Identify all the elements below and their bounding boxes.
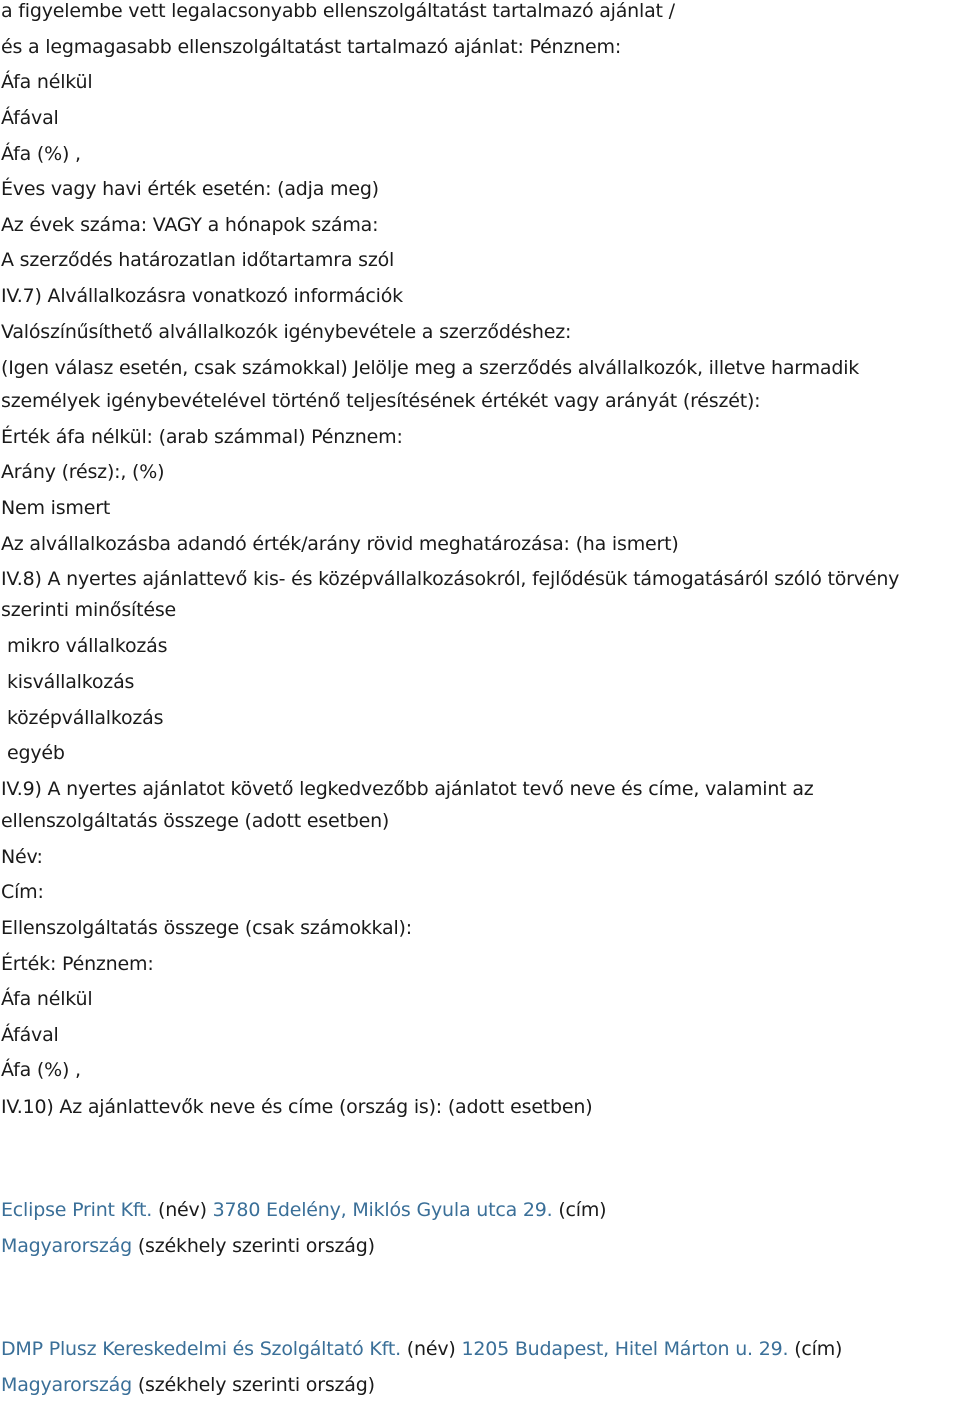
address-tag: (cím) [558, 1199, 607, 1221]
text-line: Valószínűsíthető alvállalkozók igénybevétele a szerződéshez: [1, 321, 572, 343]
option-medium: középvállalkozás [7, 707, 164, 729]
text-line: Érték: Pénznem: [1, 953, 154, 975]
text-line: (Igen válasz esetén, csak számokkal) Jelölje meg a szerződés alvállalkozók, illetve harmadik [1, 357, 860, 379]
bidder-country [1, 1234, 375, 1258]
text-line: Áfa nélkül [1, 71, 93, 93]
text-line: Érték áfa nélkül: (arab számmal) Pénznem: [1, 426, 403, 448]
text-line: szerinti minősítése [1, 599, 177, 621]
text-line: Áfa nélkül [1, 988, 93, 1010]
text-line: Áfával [1, 1024, 59, 1046]
bidder-country-link[interactable]: Magyarország [1, 1235, 132, 1257]
option-micro: mikro vállalkozás [7, 635, 168, 657]
bidder-name-link[interactable]: DMP Plusz Kereskedelmi és Szolgáltató Kft. [1, 1338, 401, 1360]
bidder-name-link[interactable]: Eclipse Print Kft. [1, 1199, 153, 1221]
option-other: egyéb [7, 742, 65, 764]
country-tag: (székhely szerinti ország) [137, 1235, 375, 1257]
text-line: Az alvállalkozásba adandó érték/arány rövid meghatározása: (ha ismert) [1, 533, 679, 555]
text-line: Áfa (%) , [1, 143, 81, 165]
bidder-country-link[interactable]: Magyarország [1, 1374, 132, 1396]
bidder-country [1, 1373, 375, 1397]
text-line: Név: [1, 846, 43, 868]
section-heading-iv7: IV.7) Alvállalkozásra vonatkozó információk [1, 285, 403, 307]
bidder-name-address [1, 1198, 606, 1222]
text-line: Cím: [1, 881, 44, 903]
text-line: Áfa (%) , [1, 1059, 81, 1081]
text-line: ellenszolgáltatás összege (adott esetben) [1, 810, 390, 832]
address-tag: (cím) [794, 1338, 843, 1360]
section-heading-iv10: IV.10) Az ajánlattevők neve és címe (ország is): (adott esetben) [1, 1096, 593, 1118]
text-line: és a legmagasabb ellenszolgáltatást tartalmazó ajánlat: Pénznem: [1, 36, 622, 58]
name-tag: (név) [158, 1199, 207, 1221]
option-small: kisvállalkozás [7, 671, 135, 693]
text-line: személyek igénybevételével történő teljesítésének értékét vagy arányát (részét): [1, 390, 761, 412]
text-line: Ellenszolgáltatás összege (csak számokkal): [1, 917, 412, 939]
bidder-address-link[interactable]: 1205 Budapest, Hitel Márton u. 29. [461, 1338, 789, 1360]
text-line: a figyelembe vett legalacsonyabb ellenszolgáltatást tartalmazó ajánlat / [1, 0, 675, 22]
country-tag: (székhely szerinti ország) [137, 1374, 375, 1396]
section-heading-iv8: IV.8) A nyertes ajánlattevő kis- és középvállalkozásokról, fejlődésük támogatásáról szóló törvény [1, 568, 900, 590]
bidder-name-address [1, 1337, 842, 1361]
text-line: Áfával [1, 107, 59, 129]
text-line: Arány (rész):, (%) [1, 461, 165, 483]
text-line: Az évek száma: VAGY a hónapok száma: [1, 214, 379, 236]
text-line: Éves vagy havi érték esetén: (adja meg) [1, 178, 379, 200]
text-line: Nem ismert [1, 497, 111, 519]
name-tag: (név) [406, 1338, 456, 1360]
bidder-address-link[interactable]: 3780 Edelény, Miklós Gyula utca 29. [212, 1199, 553, 1221]
section-heading-iv9: IV.9) A nyertes ajánlatot követő legkedvezőbb ajánlatot tevő neve és címe, valamint az [1, 778, 814, 800]
text-line: A szerződés határozatlan időtartamra szól [1, 249, 395, 271]
